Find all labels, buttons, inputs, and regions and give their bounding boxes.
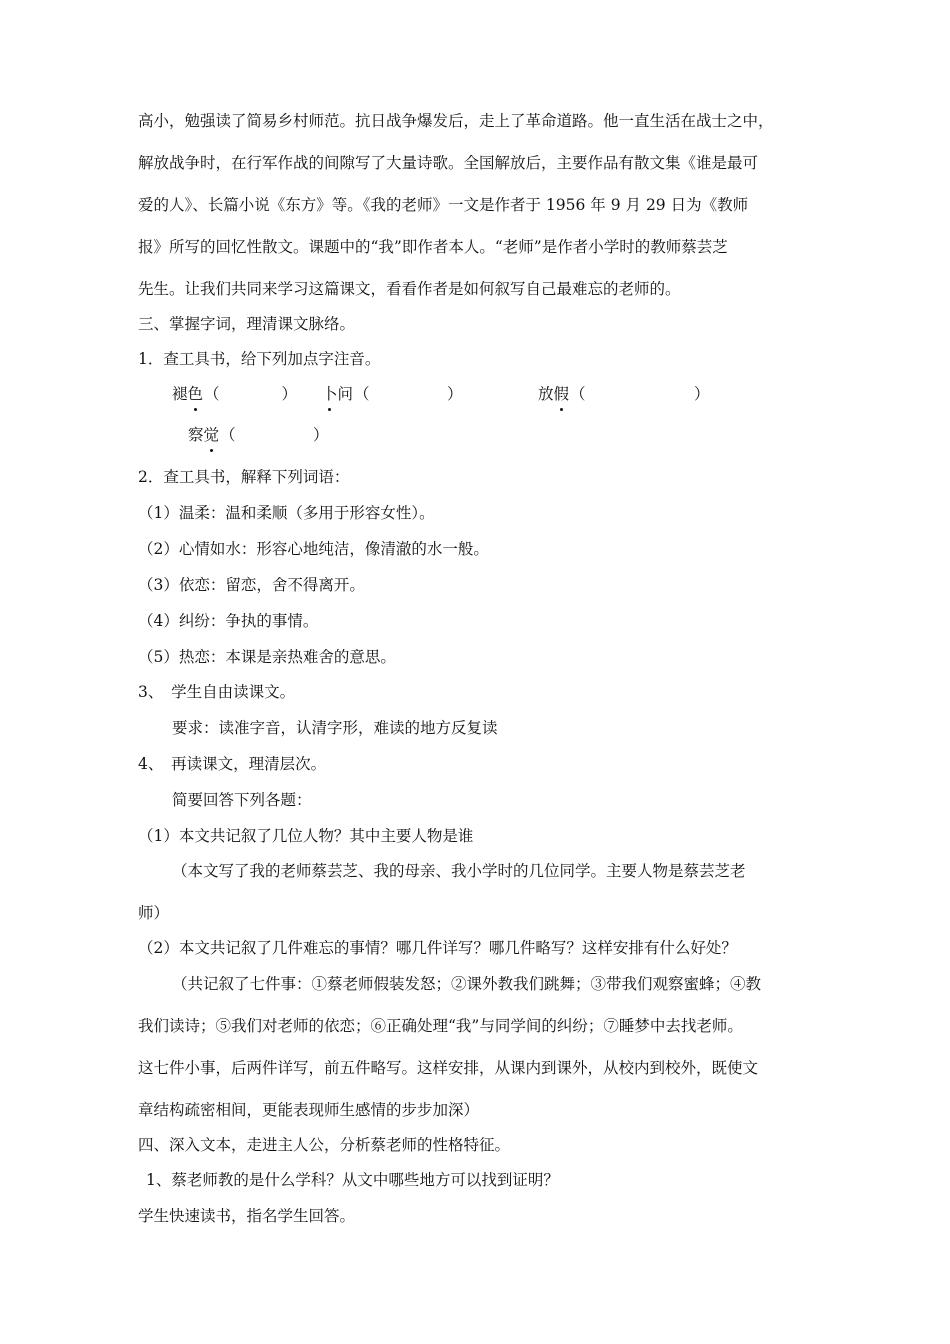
question-4-subtitle: 简要回答下列各题：: [172, 791, 312, 809]
definition-3: （3）依恋：留恋，舍不得离开。: [138, 576, 365, 594]
dotted-char: 色: [187, 385, 204, 403]
pinyin-word-1: 褪色: [172, 385, 204, 403]
sub-question-1: （1）本文共记叙了几位人物？其中主要人物是谁: [138, 827, 474, 845]
answer-2-line-1: （共记叙了七件事：①蔡老师假装发怒；②课外教我们跳舞；③带我们观察蜜蜂；④教: [172, 975, 762, 993]
pinyin-answer-blank-1[interactable]: （ ）: [204, 385, 298, 403]
intro-line-5: 先生。让我们共同来学习这篇课文，看看作者是如何叙写自己最难忘的老师的。: [138, 280, 681, 298]
question-4: 4、 再读课文，理清层次。: [138, 755, 327, 773]
pinyin-word-4: 察觉: [188, 426, 220, 444]
pinyin-word-2: 卜问: [322, 385, 354, 403]
pinyin-word-3: 放假: [538, 385, 570, 403]
question-2: 2．查工具书，解释下列词语：: [138, 468, 350, 486]
definition-4: （4）纠纷：争执的事情。: [138, 612, 319, 630]
question-1: 1．查工具书，给下列加点字注音。: [138, 350, 381, 368]
pinyin-answer-blank-4[interactable]: （ ）: [220, 426, 329, 444]
pinyin-answer-blank-2[interactable]: （ ）: [354, 385, 463, 403]
answer-1-line-2: 师）: [138, 904, 170, 922]
intro-line-3: 爱的人》、长篇小说《东方》等。《我的老师》一文是作者于 1956 年 9 月 29 日为《教师: [138, 196, 749, 214]
answer-1-line-1: （本文写了我的老师蔡芸芝、我的母亲、我小学时的几位同学。主要人物是蔡芸芝老: [172, 862, 746, 880]
section-4-question-1: 1、蔡老师教的是什么学科？从文中哪些地方可以找到证明？: [146, 1171, 559, 1189]
answer-2-line-3: 这七件小事，后两件详写，前五件略写。这样安排，从课内到课外，从校内到校外，既使文: [138, 1059, 759, 1077]
answer-2-line-4: 章结构疏密相间，更能表现师生感情的步步加深）: [138, 1101, 480, 1119]
question-3: 3、 学生自由读课文。: [138, 683, 296, 701]
section-4-note: 学生快速读书，指名学生回答。: [138, 1207, 356, 1225]
answer-2-line-2: 我们读诗；⑤我们对老师的依恋；⑥正确处理“我”与同学间的纠纷；⑦睡梦中去找老师。: [138, 1017, 743, 1035]
dotted-char: 觉: [203, 426, 220, 444]
section-3-heading: 三、掌握字词，理清课文脉络。: [138, 315, 356, 333]
dotted-char: 假: [553, 385, 570, 403]
definition-1: （1）温柔：温和柔顺（多用于形容女性）。: [138, 504, 435, 522]
intro-line-4: 报》所写的回忆性散文。课题中的“我”即作者本人。“老师”是作者小学时的教师蔡芸芝: [138, 238, 728, 256]
intro-line-2: 解放战争时，在行军作战的间隙写了大量诗歌。全国解放后，主要作品有散文集《谁是最可: [138, 154, 759, 172]
section-4-heading: 四、深入文本，走进主人公，分析蔡老师的性格特征。: [138, 1136, 511, 1154]
intro-line-1: 高小，勉强读了简易乡村师范。抗日战争爆发后，走上了革命道路。他一直生活在战士之中，: [138, 112, 774, 130]
question-3-requirement: 要求：读准字音，认清字形，难读的地方反复读: [172, 719, 498, 737]
definition-2: （2）心情如水：形容心地纯洁，像清澈的水一般。: [138, 540, 489, 558]
dotted-char: 卜: [322, 385, 338, 403]
sub-question-2: （2）本文共记叙了几件难忘的事情？哪几件详写？哪几件略写？这样安排有什么好处？: [138, 939, 737, 957]
definition-5: （5）热恋：本课是亲热难舍的意思。: [138, 648, 396, 666]
pinyin-answer-blank-3[interactable]: （ ）: [570, 385, 710, 403]
